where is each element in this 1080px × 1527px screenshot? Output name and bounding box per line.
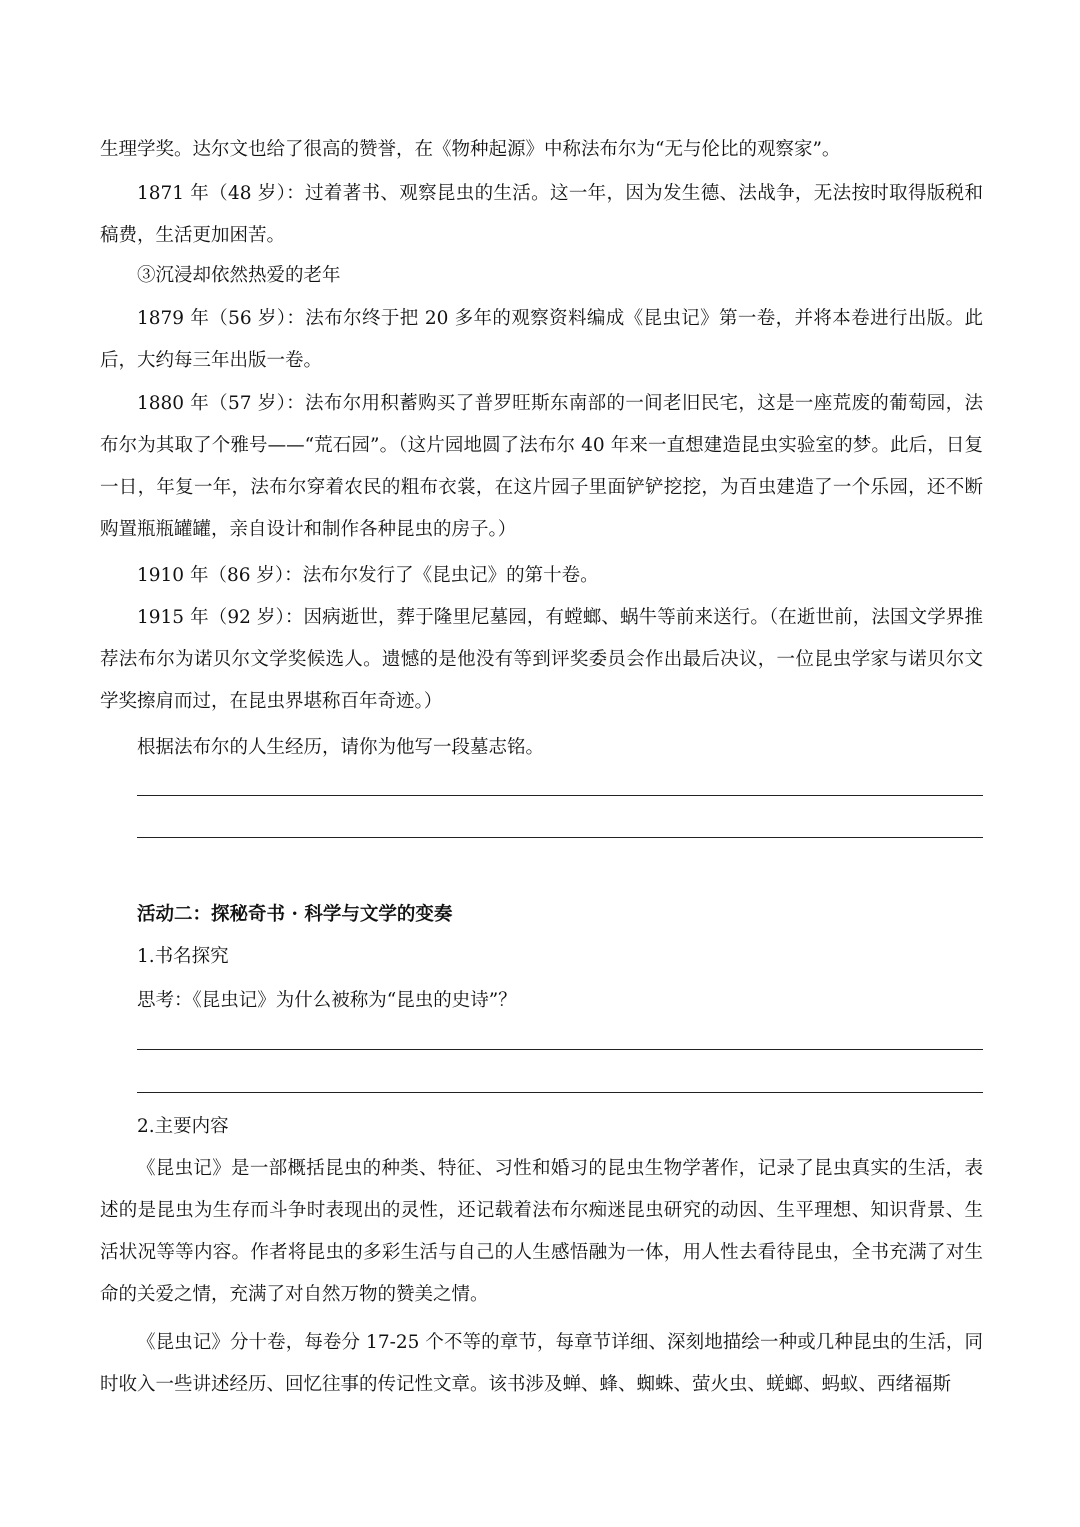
- answer-line[interactable]: [137, 1049, 983, 1050]
- text-line-darwin: 生理学奖。达尔文也给了很高的赞誉，在《物种起源》中称法布尔为“无与伦比的观察家”。: [100, 139, 841, 160]
- q2-heading: 2.主要内容: [137, 1116, 229, 1137]
- answer-line[interactable]: [137, 795, 983, 796]
- entry-1880: 1880 年（57 岁）：法布尔用积蓄购买了普罗旺斯东南部的一间老旧民宅，这是一座荒废的葡萄园，法布尔为其取了个雅号——“荒石园”。（这片园地圆了法布尔 40 年来一直想建造昆虫实验室的梦。此后，日复一日，年复一年，法布尔穿着农民的粗布衣裳，在这片园子里面铲铲挖挖，为百虫建造了一个乐园，还不断购置瓶瓶罐罐，亲自设计和制作各种昆虫的房子。）: [100, 393, 983, 540]
- entry-1915: 1915 年（92 岁）：因病逝世，葬于隆里尼墓园，有螳螂、蜗牛等前来送行。（在逝世前，法国文学界推荐法布尔为诺贝尔文学奖候选人。遗憾的是他没有等到评奖委员会作出最后决议，一位昆虫学家与诺贝尔文学奖擦肩而过，在昆虫界堪称百年奇迹。）: [100, 607, 983, 712]
- entry-1871: 1871 年（48 岁）：过着著书、观察昆虫的生活。这一年，因为发生德、法战争，无法按时取得版税和稿费，生活更加困苦。: [100, 183, 983, 246]
- activity2-title: 活动二：探秘奇书 · 科学与文学的变奏: [137, 904, 453, 925]
- content-paragraph-2: 《昆虫记》分十卷，每卷分 17-25 个不等的章节，每章节详细、深刻地描绘一种或几种昆虫的生活，同时收入一些讲述经历、回忆往事的传记性文章。该书涉及蝉、蜂、蜘蛛、萤火虫、蜣螂、蚂蚁、西绪福斯: [100, 1332, 983, 1395]
- epitaph-prompt: 根据法布尔的人生经历，请你为他写一段墓志铭。: [137, 737, 545, 758]
- content-paragraph-1: 《昆虫记》是一部概括昆虫的种类、特征、习性和婚习的昆虫生物学著作，记录了昆虫真实的生活，表述的是昆虫为生存而斗争时表现出的灵性，还记载着法布尔痴迷昆虫研究的动因、生平理想、知识背景、生活状况等等内容。作者将昆虫的多彩生活与自己的人生感悟融为一体，用人性去看待昆虫，全书充满了对生命的关爱之情，充满了对自然万物的赞美之情。: [100, 1158, 983, 1305]
- entry-1879: 1879 年（56 岁）：法布尔终于把 20 多年的观察资料编成《昆虫记》第一卷，并将本卷进行出版。此后，大约每三年出版一卷。: [100, 308, 983, 371]
- answer-line[interactable]: [137, 1092, 983, 1093]
- answer-line[interactable]: [137, 837, 983, 838]
- heading-old-age: ③沉浸却依然热爱的老年: [137, 265, 341, 286]
- q1-prompt: 思考：《昆虫记》为什么被称为“昆虫的史诗”？: [137, 990, 517, 1011]
- q1-heading: 1.书名探究: [137, 946, 229, 967]
- entry-1910: 1910 年（86 岁）：法布尔发行了《昆虫记》的第十卷。: [137, 565, 599, 586]
